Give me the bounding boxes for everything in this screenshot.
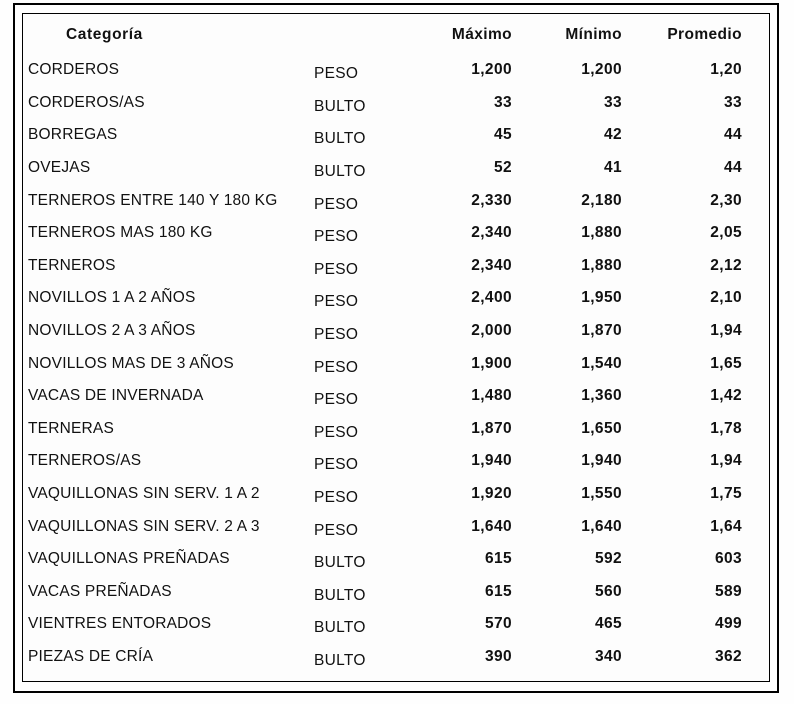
- unit-cell: BULTO: [314, 163, 366, 181]
- category-cell: CORDEROS/AS: [28, 93, 145, 111]
- promedio-cell: 1,65: [710, 354, 742, 372]
- unit-cell: PESO: [314, 358, 359, 376]
- table-row: [23, 347, 769, 380]
- promedio-cell: 44: [723, 126, 742, 144]
- maximo-cell: 1,870: [471, 419, 512, 437]
- minimo-cell: 1,880: [581, 224, 622, 242]
- minimo-cell: 41: [603, 159, 622, 177]
- minimo-cell: 1,200: [581, 61, 622, 79]
- maximo-cell: 1,920: [471, 485, 512, 503]
- promedio-cell: 603: [714, 550, 742, 568]
- maximo-cell: 615: [484, 582, 512, 600]
- category-cell: VAQUILLONAS SIN SERV. 1 A 2: [28, 485, 260, 503]
- promedio-cell: 1,42: [710, 387, 742, 405]
- unit-cell: BULTO: [314, 130, 366, 148]
- category-cell: VACAS PREÑADAS: [28, 582, 172, 600]
- minimo-cell: 1,880: [581, 256, 622, 274]
- maximo-cell: 1,940: [471, 452, 512, 470]
- livestock-price-table: [23, 14, 769, 681]
- maximo-cell: 52: [493, 159, 512, 177]
- table-header-row: [23, 16, 769, 54]
- table-row: [23, 510, 769, 543]
- promedio-cell: 362: [714, 647, 742, 665]
- table-row: [23, 152, 769, 185]
- promedio-cell: 1,94: [710, 322, 742, 340]
- table-inner-frame: [22, 13, 770, 682]
- table-row: [23, 641, 769, 674]
- maximo-cell: 390: [484, 647, 512, 665]
- unit-cell: BULTO: [314, 586, 366, 604]
- table-row: [23, 608, 769, 641]
- minimo-cell: 1,540: [581, 354, 622, 372]
- minimo-cell: 33: [603, 93, 622, 111]
- header-promedio: Promedio: [667, 26, 742, 43]
- unit-cell: PESO: [314, 228, 359, 246]
- promedio-cell: 589: [714, 582, 742, 600]
- maximo-cell: 570: [484, 615, 512, 633]
- minimo-cell: 42: [603, 126, 622, 144]
- maximo-cell: 2,340: [471, 256, 512, 274]
- promedio-cell: 2,05: [710, 224, 742, 242]
- category-cell: TERNEROS: [28, 256, 116, 274]
- maximo-cell: 2,000: [471, 322, 512, 340]
- header-maximo: Máximo: [451, 26, 512, 43]
- maximo-cell: 615: [484, 550, 512, 568]
- table-row: [23, 315, 769, 348]
- category-cell: TERNERAS: [28, 419, 115, 437]
- unit-cell: BULTO: [314, 97, 366, 115]
- unit-cell: PESO: [314, 423, 359, 441]
- header-minimo: Mínimo: [565, 26, 622, 43]
- table-row: [23, 413, 769, 446]
- minimo-cell: 560: [594, 582, 622, 600]
- category-cell: VACAS DE INVERNADA: [28, 387, 204, 405]
- maximo-cell: 2,340: [471, 224, 512, 242]
- promedio-cell: 2,10: [710, 289, 742, 307]
- table-row: [23, 380, 769, 413]
- minimo-cell: 1,550: [581, 485, 622, 503]
- category-cell: NOVILLOS 1 A 2 AÑOS: [28, 289, 196, 307]
- category-cell: CORDEROS: [28, 61, 120, 79]
- maximo-cell: 2,400: [471, 289, 512, 307]
- table-row: [23, 119, 769, 152]
- table-row: [23, 576, 769, 609]
- promedio-cell: 2,12: [710, 256, 742, 274]
- category-cell: NOVILLOS MAS DE 3 AÑOS: [28, 354, 234, 372]
- maximo-cell: 2,330: [471, 191, 512, 209]
- unit-cell: BULTO: [314, 651, 366, 669]
- table-row: [23, 54, 769, 87]
- table-body: [23, 54, 769, 673]
- promedio-cell: 33: [723, 93, 742, 111]
- maximo-cell: 1,900: [471, 354, 512, 372]
- unit-cell: PESO: [314, 65, 359, 83]
- unit-cell: PESO: [314, 521, 359, 539]
- category-cell: VAQUILLONAS PREÑADAS: [28, 550, 230, 568]
- promedio-cell: 44: [723, 159, 742, 177]
- minimo-cell: 465: [594, 615, 622, 633]
- unit-cell: PESO: [314, 489, 359, 507]
- unit-cell: PESO: [314, 391, 359, 409]
- table-row: [23, 445, 769, 478]
- unit-cell: PESO: [314, 293, 359, 311]
- promedio-cell: 1,78: [710, 419, 742, 437]
- table-outer-frame: [13, 3, 779, 693]
- minimo-cell: 592: [594, 550, 622, 568]
- table-row: [23, 250, 769, 283]
- promedio-cell: 499: [714, 615, 742, 633]
- unit-cell: PESO: [314, 456, 359, 474]
- promedio-cell: 2,30: [710, 191, 742, 209]
- header-category: Categoría: [66, 26, 143, 43]
- category-cell: TERNEROS MAS 180 KG: [28, 224, 213, 242]
- promedio-cell: 1,64: [710, 517, 742, 535]
- category-cell: VIENTRES ENTORADOS: [28, 615, 212, 633]
- minimo-cell: 1,870: [581, 322, 622, 340]
- table-row: [23, 217, 769, 250]
- unit-cell: PESO: [314, 326, 359, 344]
- unit-cell: BULTO: [314, 619, 366, 637]
- maximo-cell: 45: [493, 126, 512, 144]
- minimo-cell: 1,640: [581, 517, 622, 535]
- promedio-cell: 1,20: [710, 61, 742, 79]
- category-cell: VAQUILLONAS SIN SERV. 2 A 3: [28, 517, 260, 535]
- unit-cell: PESO: [314, 195, 359, 213]
- table-row: [23, 543, 769, 576]
- minimo-cell: 1,950: [581, 289, 622, 307]
- minimo-cell: 340: [594, 647, 622, 665]
- table-row: [23, 87, 769, 120]
- minimo-cell: 1,650: [581, 419, 622, 437]
- unit-cell: PESO: [314, 260, 359, 278]
- table-row: [23, 478, 769, 511]
- maximo-cell: 1,200: [471, 61, 512, 79]
- category-cell: PIEZAS DE CRÍA: [28, 647, 154, 665]
- minimo-cell: 1,940: [581, 452, 622, 470]
- table-row: [23, 282, 769, 315]
- maximo-cell: 1,480: [471, 387, 512, 405]
- category-cell: OVEJAS: [28, 159, 91, 177]
- category-cell: TERNEROS/AS: [28, 452, 142, 470]
- table-row: [23, 184, 769, 217]
- maximo-cell: 33: [493, 93, 512, 111]
- category-cell: NOVILLOS 2 A 3 AÑOS: [28, 322, 196, 340]
- promedio-cell: 1,94: [710, 452, 742, 470]
- category-cell: BORREGAS: [28, 126, 118, 144]
- minimo-cell: 1,360: [581, 387, 622, 405]
- unit-cell: BULTO: [314, 554, 366, 572]
- maximo-cell: 1,640: [471, 517, 512, 535]
- promedio-cell: 1,75: [710, 485, 742, 503]
- category-cell: TERNEROS ENTRE 140 Y 180 KG: [28, 191, 278, 209]
- minimo-cell: 2,180: [581, 191, 622, 209]
